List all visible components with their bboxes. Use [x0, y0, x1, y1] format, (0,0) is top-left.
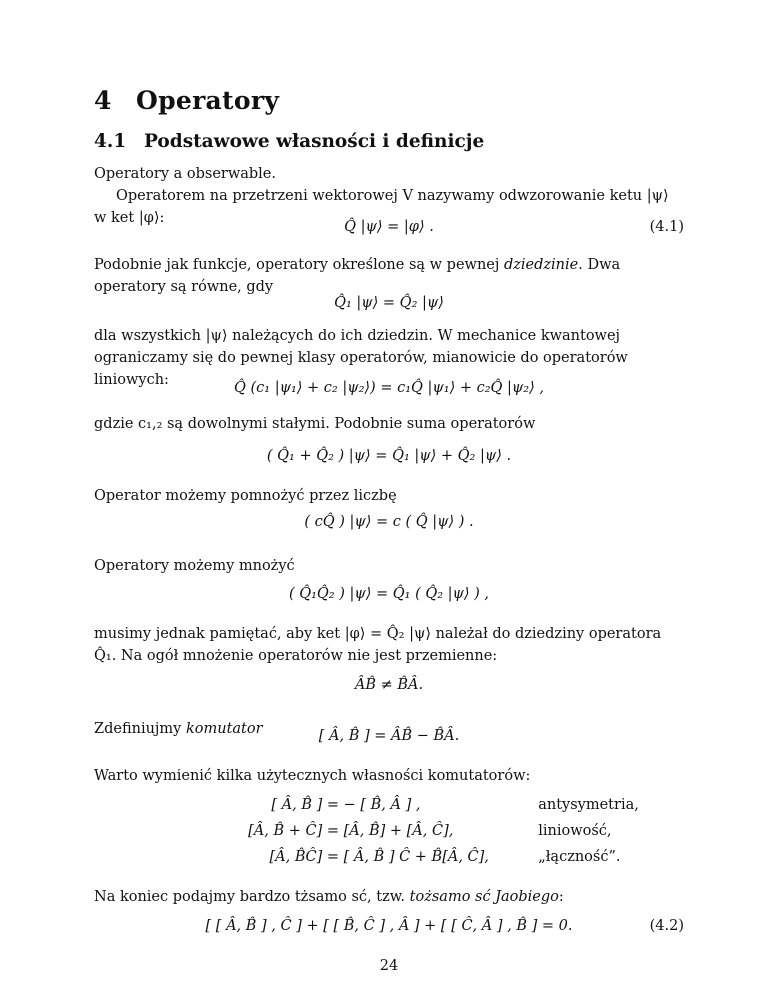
section-heading — [94, 86, 279, 115]
property-rhs: [ Â, B̂ ] Ĉ + B̂[Â, Ĉ], — [343, 849, 489, 865]
equation-4-1: Q̂ |ψ⟩ = |φ⟩ . — [344, 219, 434, 235]
equation-number-4-1: (4.1) — [649, 219, 684, 235]
domain-text-pre: Podobnie jak funkcje, operatory określone są w pewnej — [94, 257, 504, 273]
commutator-text-pre: Zdefiniujmy — [94, 721, 186, 737]
equation-noncommutative: ÂB̂ ≠ B̂Â. — [354, 677, 424, 693]
property-lhs: [Â, B̂ + Ĉ] = — [248, 823, 339, 839]
subsection-heading — [94, 131, 484, 152]
equation-equality: Q̂₁ |ψ⟩ = Q̂₂ |ψ⟩ — [334, 295, 444, 311]
equation-sum: ( Q̂₁ + Q̂₂ ) |ψ⟩ = Q̂₁ |ψ⟩ + Q̂₂ |ψ⟩ . — [266, 448, 512, 464]
property-note: „łączność”. — [538, 849, 621, 865]
paragraph-domain — [94, 254, 684, 298]
jacobi-emphasis: tożsamo sć Jaobiego — [409, 889, 559, 905]
property-row — [174, 823, 612, 839]
paragraph-multiply: Operatory możemy mnożyć — [94, 558, 295, 574]
property-row — [174, 797, 639, 813]
paragraph-linear: dla wszystkich |ψ⟩ należących do ich dziedzin. W mechanice kwantowej ograniczamy się do pewnej klasy operatorów, mianowicie do operatorów liniowych: — [94, 328, 628, 388]
property-lhs: [Â, B̂Ĉ] = — [269, 849, 339, 865]
jacobi-text-post: : — [558, 889, 564, 905]
property-note: liniowość, — [538, 823, 612, 839]
equation-product: ( Q̂₁Q̂₂ ) |ψ⟩ = Q̂₁ ( Q̂₂ |ψ⟩ ) , — [288, 586, 490, 602]
paragraph-jacobi — [94, 886, 684, 908]
section-number: 4 — [94, 86, 112, 115]
domain-emphasis: dziedzinie — [503, 257, 579, 273]
property-note: antysymetria, — [538, 797, 639, 813]
equation-linearity: Q̂ (c₁ |ψ₁⟩ + c₂ |ψ₂⟩) = c₁Q̂ |ψ₁⟩ + c₂Q̂ |ψ₂⟩ , — [234, 380, 544, 396]
jacobi-text-pre: Na koniec podajmy bardzo tżsamo sć, tzw. — [94, 889, 410, 905]
property-rhs: [Â, B̂] + [Â, Ĉ], — [343, 823, 454, 839]
paragraph-noncommuting: musimy jednak pamiętać, aby ket |φ⟩ = Q̂₂ |ψ⟩ należał do dziedziny operatora Q̂₁. Na ogół mnożenie operatorów nie jest przemienne: — [94, 626, 662, 664]
paragraph-properties: Warto wymienić kilka użytecznych własności komutatorów: — [94, 768, 531, 784]
property-lhs: [ Â, B̂ ] = — [271, 797, 339, 813]
property-rhs: − [ B̂, Â ] , — [343, 797, 421, 813]
page-number: 24 — [379, 958, 399, 974]
commutator-emphasis: komutator — [185, 721, 263, 737]
equation-4-2: [ [ Â, B̂ ] , Ĉ ] + [ [ B̂, Ĉ ] , Â ] + [ [ Ĉ, Â ] , B̂ ] = 0. — [205, 918, 573, 934]
paragraph-definition: Operatorem na przetrzeni wektorowej V nazywamy odwzorowanie ketu |ψ⟩ w ket |φ⟩: — [94, 188, 669, 226]
subsection-title: Podstawowe własności i definicje — [144, 131, 485, 152]
equation-number-4-2: (4.2) — [649, 918, 684, 934]
paragraph-intro: Operatory a obserwable. — [94, 166, 277, 182]
paragraph-sum: gdzie c₁,₂ są dowolnymi stałymi. Podobnie suma operatorów — [94, 416, 536, 432]
paragraph-scalar: Operator możemy pomnożyć przez liczbę — [94, 488, 397, 504]
subsection-number: 4.1 — [94, 131, 127, 152]
section-title: Operatory — [136, 86, 280, 115]
equation-commutator: [ Â, B̂ ] = ÂB̂ − B̂Â. — [318, 728, 460, 744]
domain-text-post: . Dwa operatory są równe, gdy — [94, 257, 621, 295]
property-row — [174, 849, 621, 865]
equation-scalar: ( cQ̂ ) |ψ⟩ = c ( Q̂ |ψ⟩ ) . — [304, 514, 474, 530]
